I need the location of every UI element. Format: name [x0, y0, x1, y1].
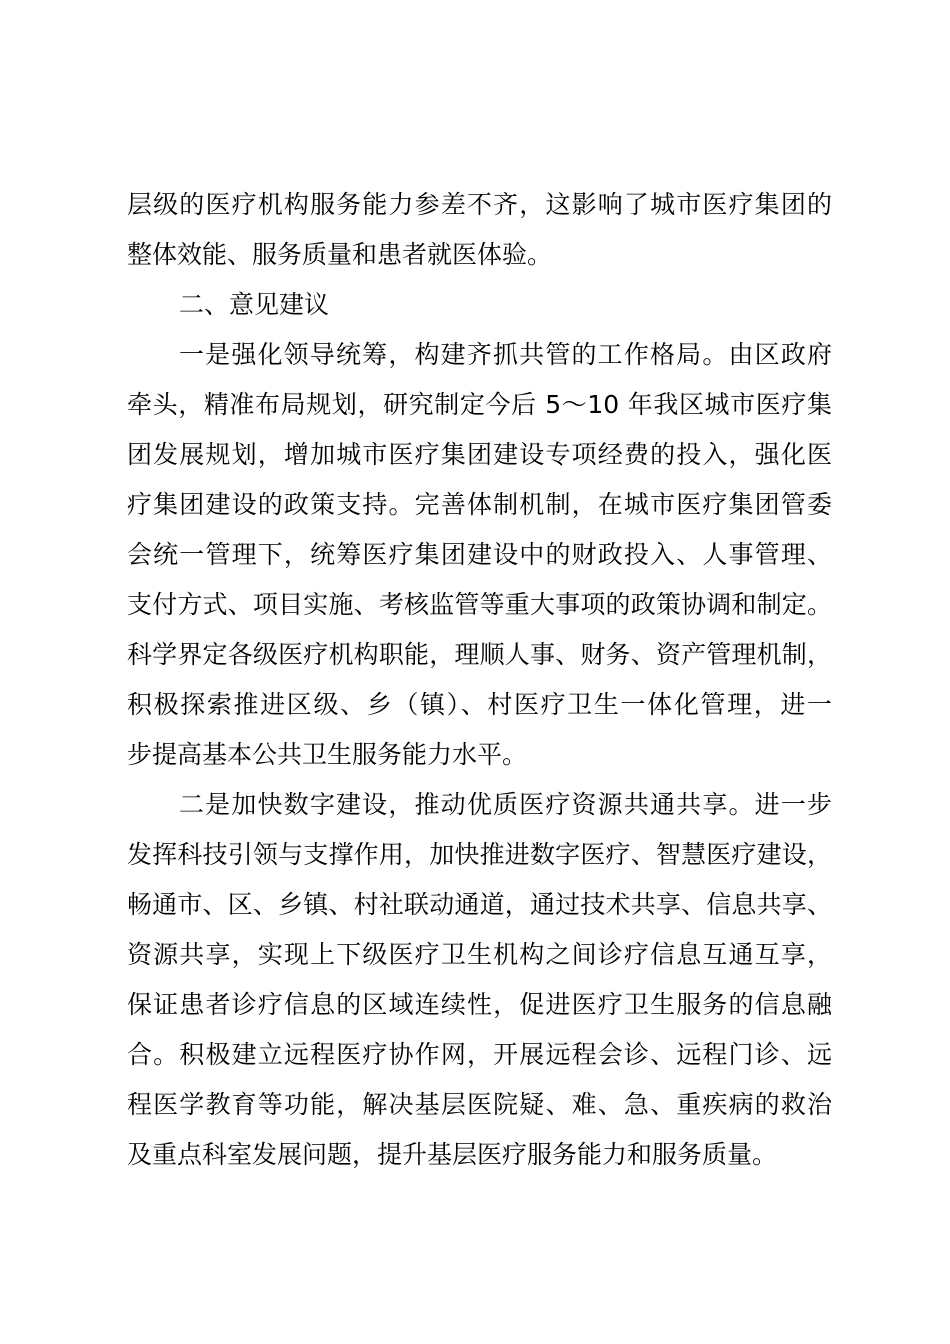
body-text	[127, 180, 832, 1180]
paragraph-line: 一是强化领导统筹，构建齐抓共管的工作格局。由区政府	[179, 340, 832, 369]
paragraph-line: 合。积极建立远程医疗协作网，开展远程会诊、远程门诊、远	[127, 1040, 832, 1069]
paragraph-line: 保证患者诊疗信息的区域连续性，促进医疗卫生服务的信息融	[127, 990, 832, 1019]
paragraph-line: 支付方式、项目实施、考核监管等重大事项的政策协调和制定。	[127, 590, 832, 619]
paragraph-line: 积极探索推进区级、乡（镇）、村医疗卫生一体化管理，进一	[127, 690, 832, 719]
paragraph-line: 科学界定各级医疗机构职能，理顺人事、财务、资产管理机制，	[127, 640, 832, 669]
paragraph-line: 层级的医疗机构服务能力参差不齐，这影响了城市医疗集团的	[127, 190, 832, 219]
paragraph-line: 疗集团建设的政策支持。完善体制机制，在城市医疗集团管委	[127, 490, 832, 519]
paragraph-line: 牵头，精准布局规划，研究制定今后 5～10 年我区城市医疗集	[127, 390, 832, 419]
paragraph-line: 会统一管理下，统筹医疗集团建设中的财政投入、人事管理、	[127, 540, 832, 569]
paragraph-line: 及重点科室发展问题，提升基层医疗服务能力和服务质量。	[127, 1140, 778, 1169]
section-heading: 二、意见建议	[179, 290, 330, 319]
paragraph-line: 整体效能、服务质量和患者就医体验。	[127, 240, 553, 269]
paragraph-line: 程医学教育等功能，解决基层医院疑、难、急、重疾病的救治	[127, 1090, 832, 1119]
paragraph-line: 团发展规划，增加城市医疗集团建设专项经费的投入，强化医	[127, 440, 832, 469]
paragraph-line: 二是加快数字建设，推动优质医疗资源共通共享。进一步	[179, 790, 832, 819]
paragraph-line: 资源共享，实现上下级医疗卫生机构之间诊疗信息互通互享，	[127, 940, 832, 969]
paragraph-line: 发挥科技引领与支撑作用，加快推进数字医疗、智慧医疗建设，	[127, 840, 832, 869]
paragraph-line: 步提高基本公共卫生服务能力水平。	[127, 740, 528, 769]
paragraph-line: 畅通市、区、乡镇、村社联动通道，通过技术共享、信息共享、	[127, 890, 832, 919]
